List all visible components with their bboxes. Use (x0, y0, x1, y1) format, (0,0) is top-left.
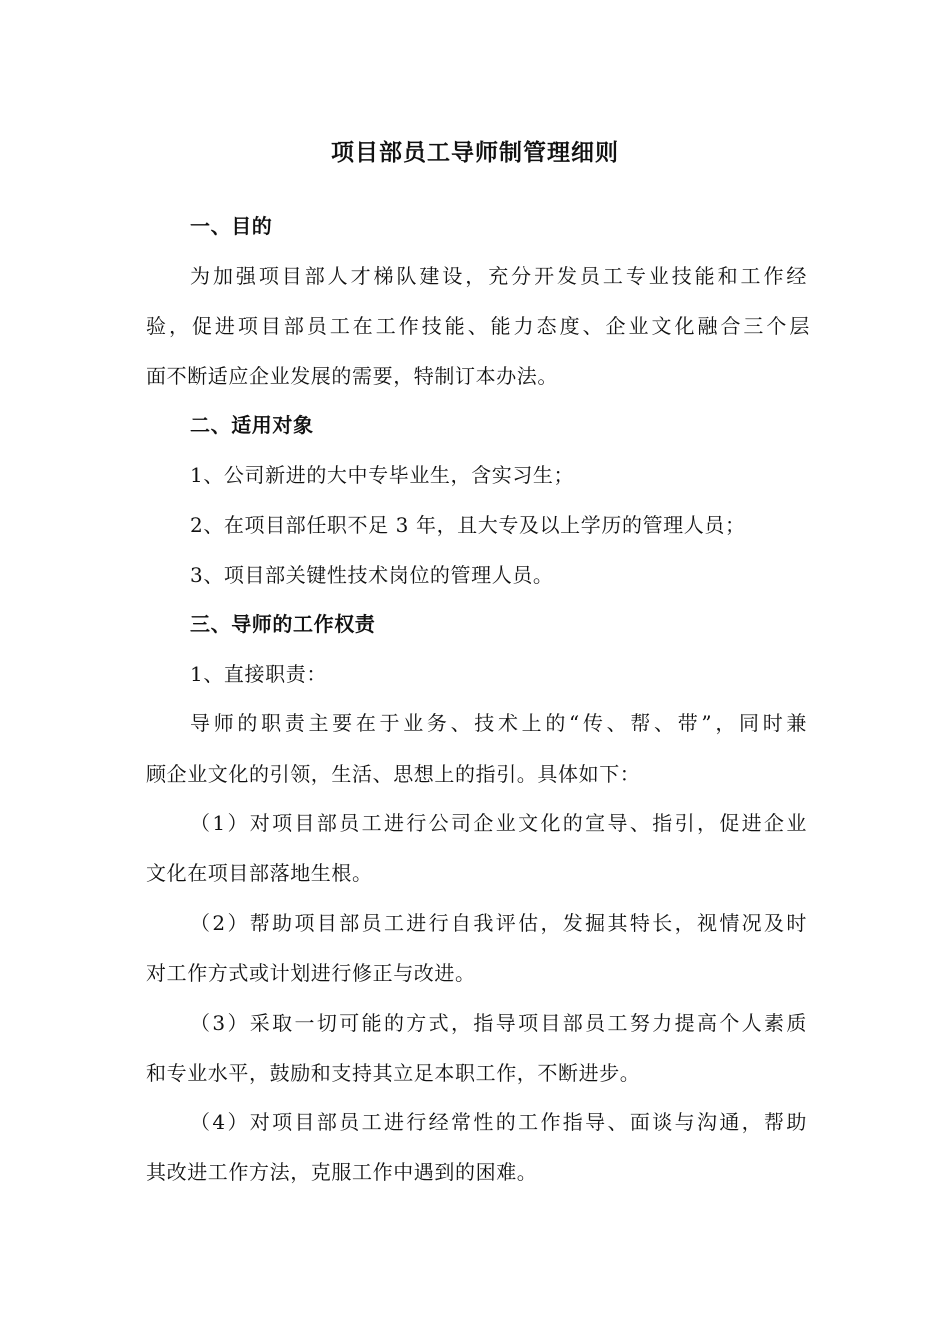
section-heading-purpose: 一、目的 (190, 214, 273, 238)
duty-item-2: （2）帮助项目部员工进行自我评估，发掘其特长，视情况及时 (190, 911, 807, 935)
duty-item-4-cont: 其改进工作方法，克服工作中遇到的困难。 (146, 1160, 538, 1184)
scope-list-item: 1、公司新进的大中专毕业生，含实习生； (190, 463, 575, 487)
duty-item-1-cont: 文化在项目部落地生根。 (146, 861, 373, 885)
document-title: 项目部员工导师制管理细则 (331, 140, 619, 166)
duties-intro-line: 顾企业文化的引领，生活、思想上的指引。具体如下： (146, 762, 641, 786)
duties-intro-line: 导师的职责主要在于业务、技术上的“传、帮、带”，同时兼 (190, 711, 807, 735)
duty-item-2-cont: 对工作方式或计划进行修正与改进。 (146, 961, 476, 985)
purpose-paragraph-line: 为加强项目部人才梯队建设，充分开发员工专业技能和工作经 (190, 264, 807, 288)
purpose-paragraph-line: 面不断适应企业发展的需要，特制订本办法。 (146, 364, 558, 388)
section-heading-scope: 二、适用对象 (190, 413, 314, 437)
section-heading-mentor-duties: 三、导师的工作权责 (190, 612, 376, 636)
duty-item-3-cont: 和专业水平，鼓励和支持其立足本职工作，不断进步。 (146, 1061, 641, 1085)
subheading-direct-duties: 1、直接职责： (190, 662, 327, 686)
purpose-paragraph-line: 验，促进项目部员工在工作技能、能力态度、企业文化融合三个层 (146, 314, 810, 338)
scope-list-item: 3、项目部关键性技术岗位的管理人员。 (190, 563, 554, 587)
scope-list-item: 2、在项目部任职不足 3 年，且大专及以上学历的管理人员； (190, 513, 746, 537)
duty-item-3: （3）采取一切可能的方式，指导项目部员工努力提高个人素质 (190, 1011, 807, 1035)
duty-item-4: （4）对项目部员工进行经常性的工作指导、面谈与沟通，帮助 (190, 1110, 807, 1134)
duty-item-1: （1）对项目部员工进行公司企业文化的宣导、指引，促进企业 (190, 811, 807, 835)
